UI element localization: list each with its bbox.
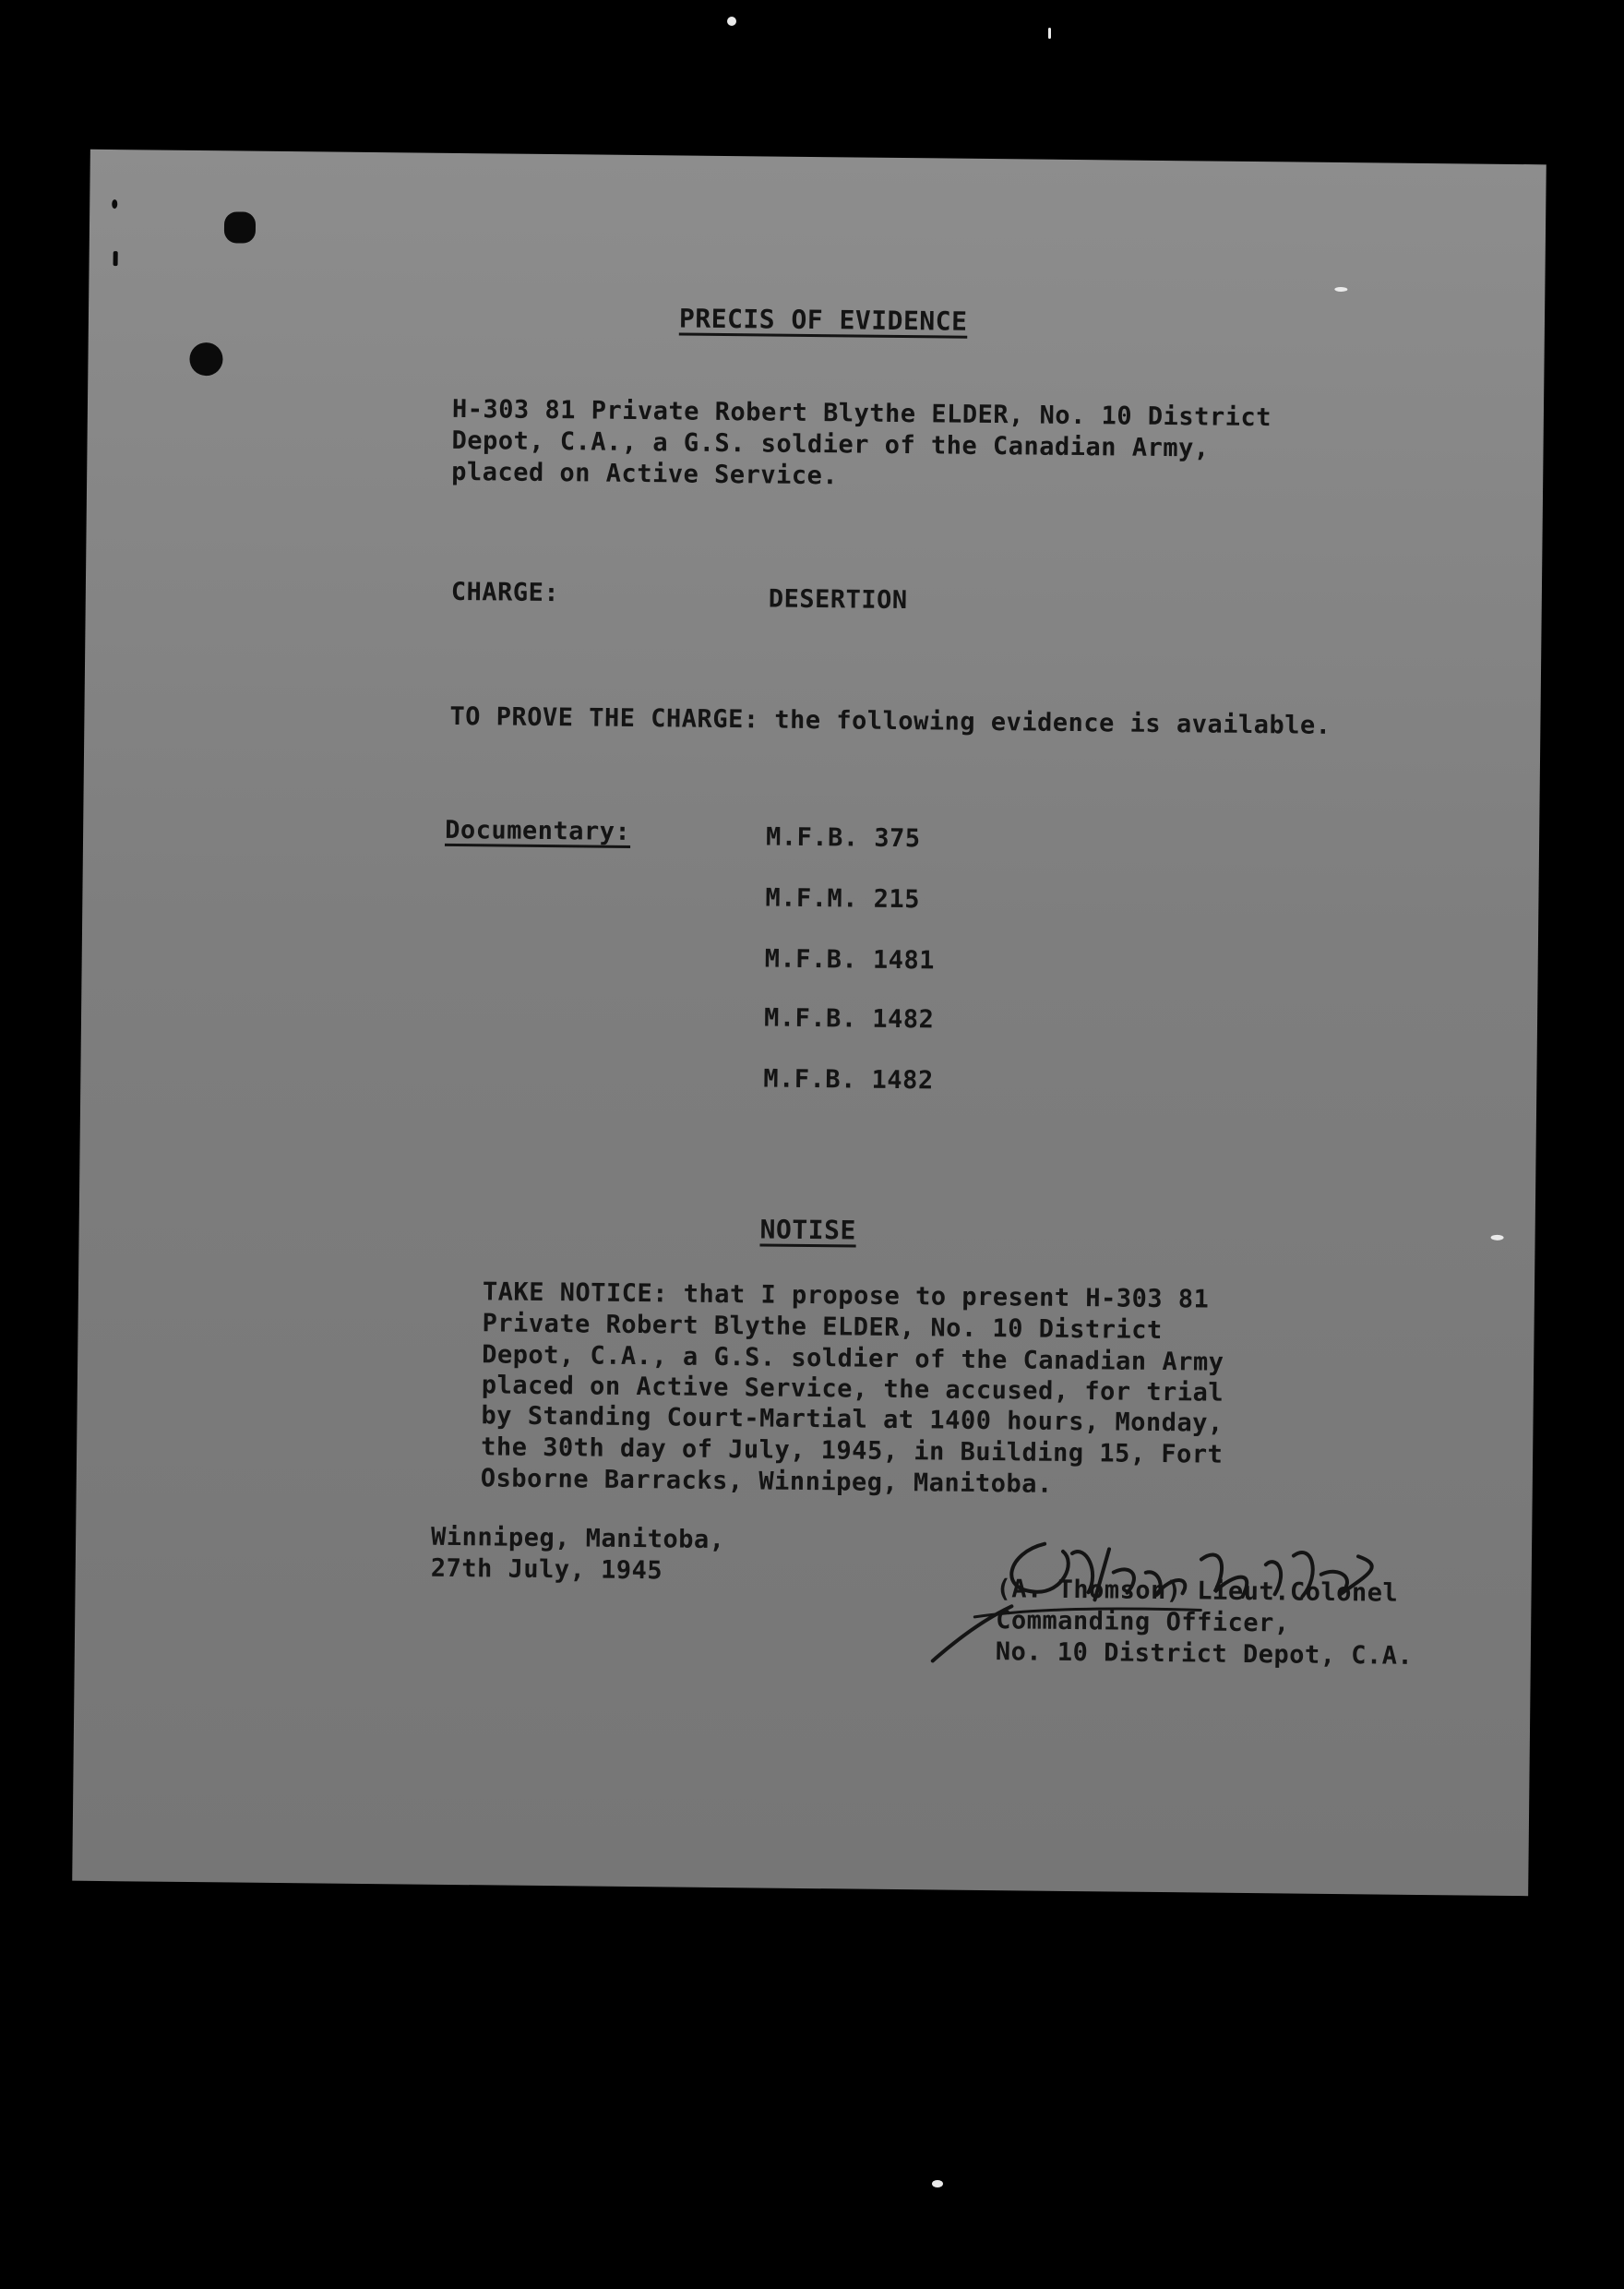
intro-line: H-303 81 Private Robert Blythe ELDER, No. 10 District <box>451 394 1272 433</box>
signatory-title: Commanding Officer, <box>996 1606 1290 1638</box>
documentary-item: M.F.B. 1482 <box>763 1003 935 1035</box>
speck <box>932 2180 943 2187</box>
document-sheet <box>72 150 1546 1896</box>
notice-line: by Standing Court-Martial at 1400 hours, Monday, <box>481 1401 1224 1438</box>
notice-line: Private Robert Blythe ELDER, No. 10 District <box>482 1309 1163 1346</box>
documentary-item: M.F.B. 1482 <box>763 1064 934 1096</box>
documentary-item: M.F.B. 1481 <box>764 944 936 976</box>
signatory-block <box>996 1575 1513 1682</box>
documentary-item: M.F.B. 375 <box>765 822 921 854</box>
notice-title: NOTISE <box>759 1214 856 1246</box>
charge-value: DESERTION <box>768 584 908 616</box>
margin-mark <box>112 199 117 209</box>
speck <box>1048 28 1051 39</box>
notice-line: Depot, C.A., a G.S. soldier of the Canadian Army <box>482 1340 1224 1377</box>
place-date <box>430 1523 800 1600</box>
prove-statement: TO PROVE THE CHARGE: the following evidence is available. <box>449 701 1331 740</box>
speck <box>1491 1235 1504 1240</box>
intro-paragraph <box>451 395 1467 508</box>
speck <box>1334 287 1347 292</box>
documentary-label: Documentary: <box>445 815 631 846</box>
document-title: PRECIS OF EVIDENCE <box>678 303 968 337</box>
notice-line: placed on Active Service, the accused, for trial <box>481 1371 1224 1408</box>
signatory-unit: No. 10 District Depot, C.A. <box>995 1637 1414 1671</box>
speck <box>727 17 736 26</box>
notice-line: Osborne Barracks, Winnipeg, Manitoba. <box>480 1464 1053 1499</box>
signatory-name: (A. Thomson) Lieut.Colonel <box>996 1575 1399 1608</box>
margin-mark <box>113 251 118 266</box>
charge-label: CHARGE: <box>450 577 560 608</box>
punch-hole-top <box>224 211 256 243</box>
notice-line: TAKE NOTICE: that I propose to present H-303 81 <box>482 1277 1210 1314</box>
intro-line: placed on Active Service. <box>451 457 839 491</box>
documentary-item: M.F.M. 215 <box>765 883 921 915</box>
notice-paragraph <box>480 1277 1405 1517</box>
documentary-list <box>763 822 1043 1102</box>
notice-line: the 30th day of July, 1945, in Building 15, Fort <box>481 1432 1224 1469</box>
place-line: Winnipeg, Manitoba, <box>430 1522 725 1555</box>
date-line: 27th July, 1945 <box>430 1553 663 1586</box>
punch-hole-bottom <box>189 342 222 376</box>
intro-line: Depot, C.A., a G.S. soldier of the Canadian Army, <box>451 425 1210 463</box>
